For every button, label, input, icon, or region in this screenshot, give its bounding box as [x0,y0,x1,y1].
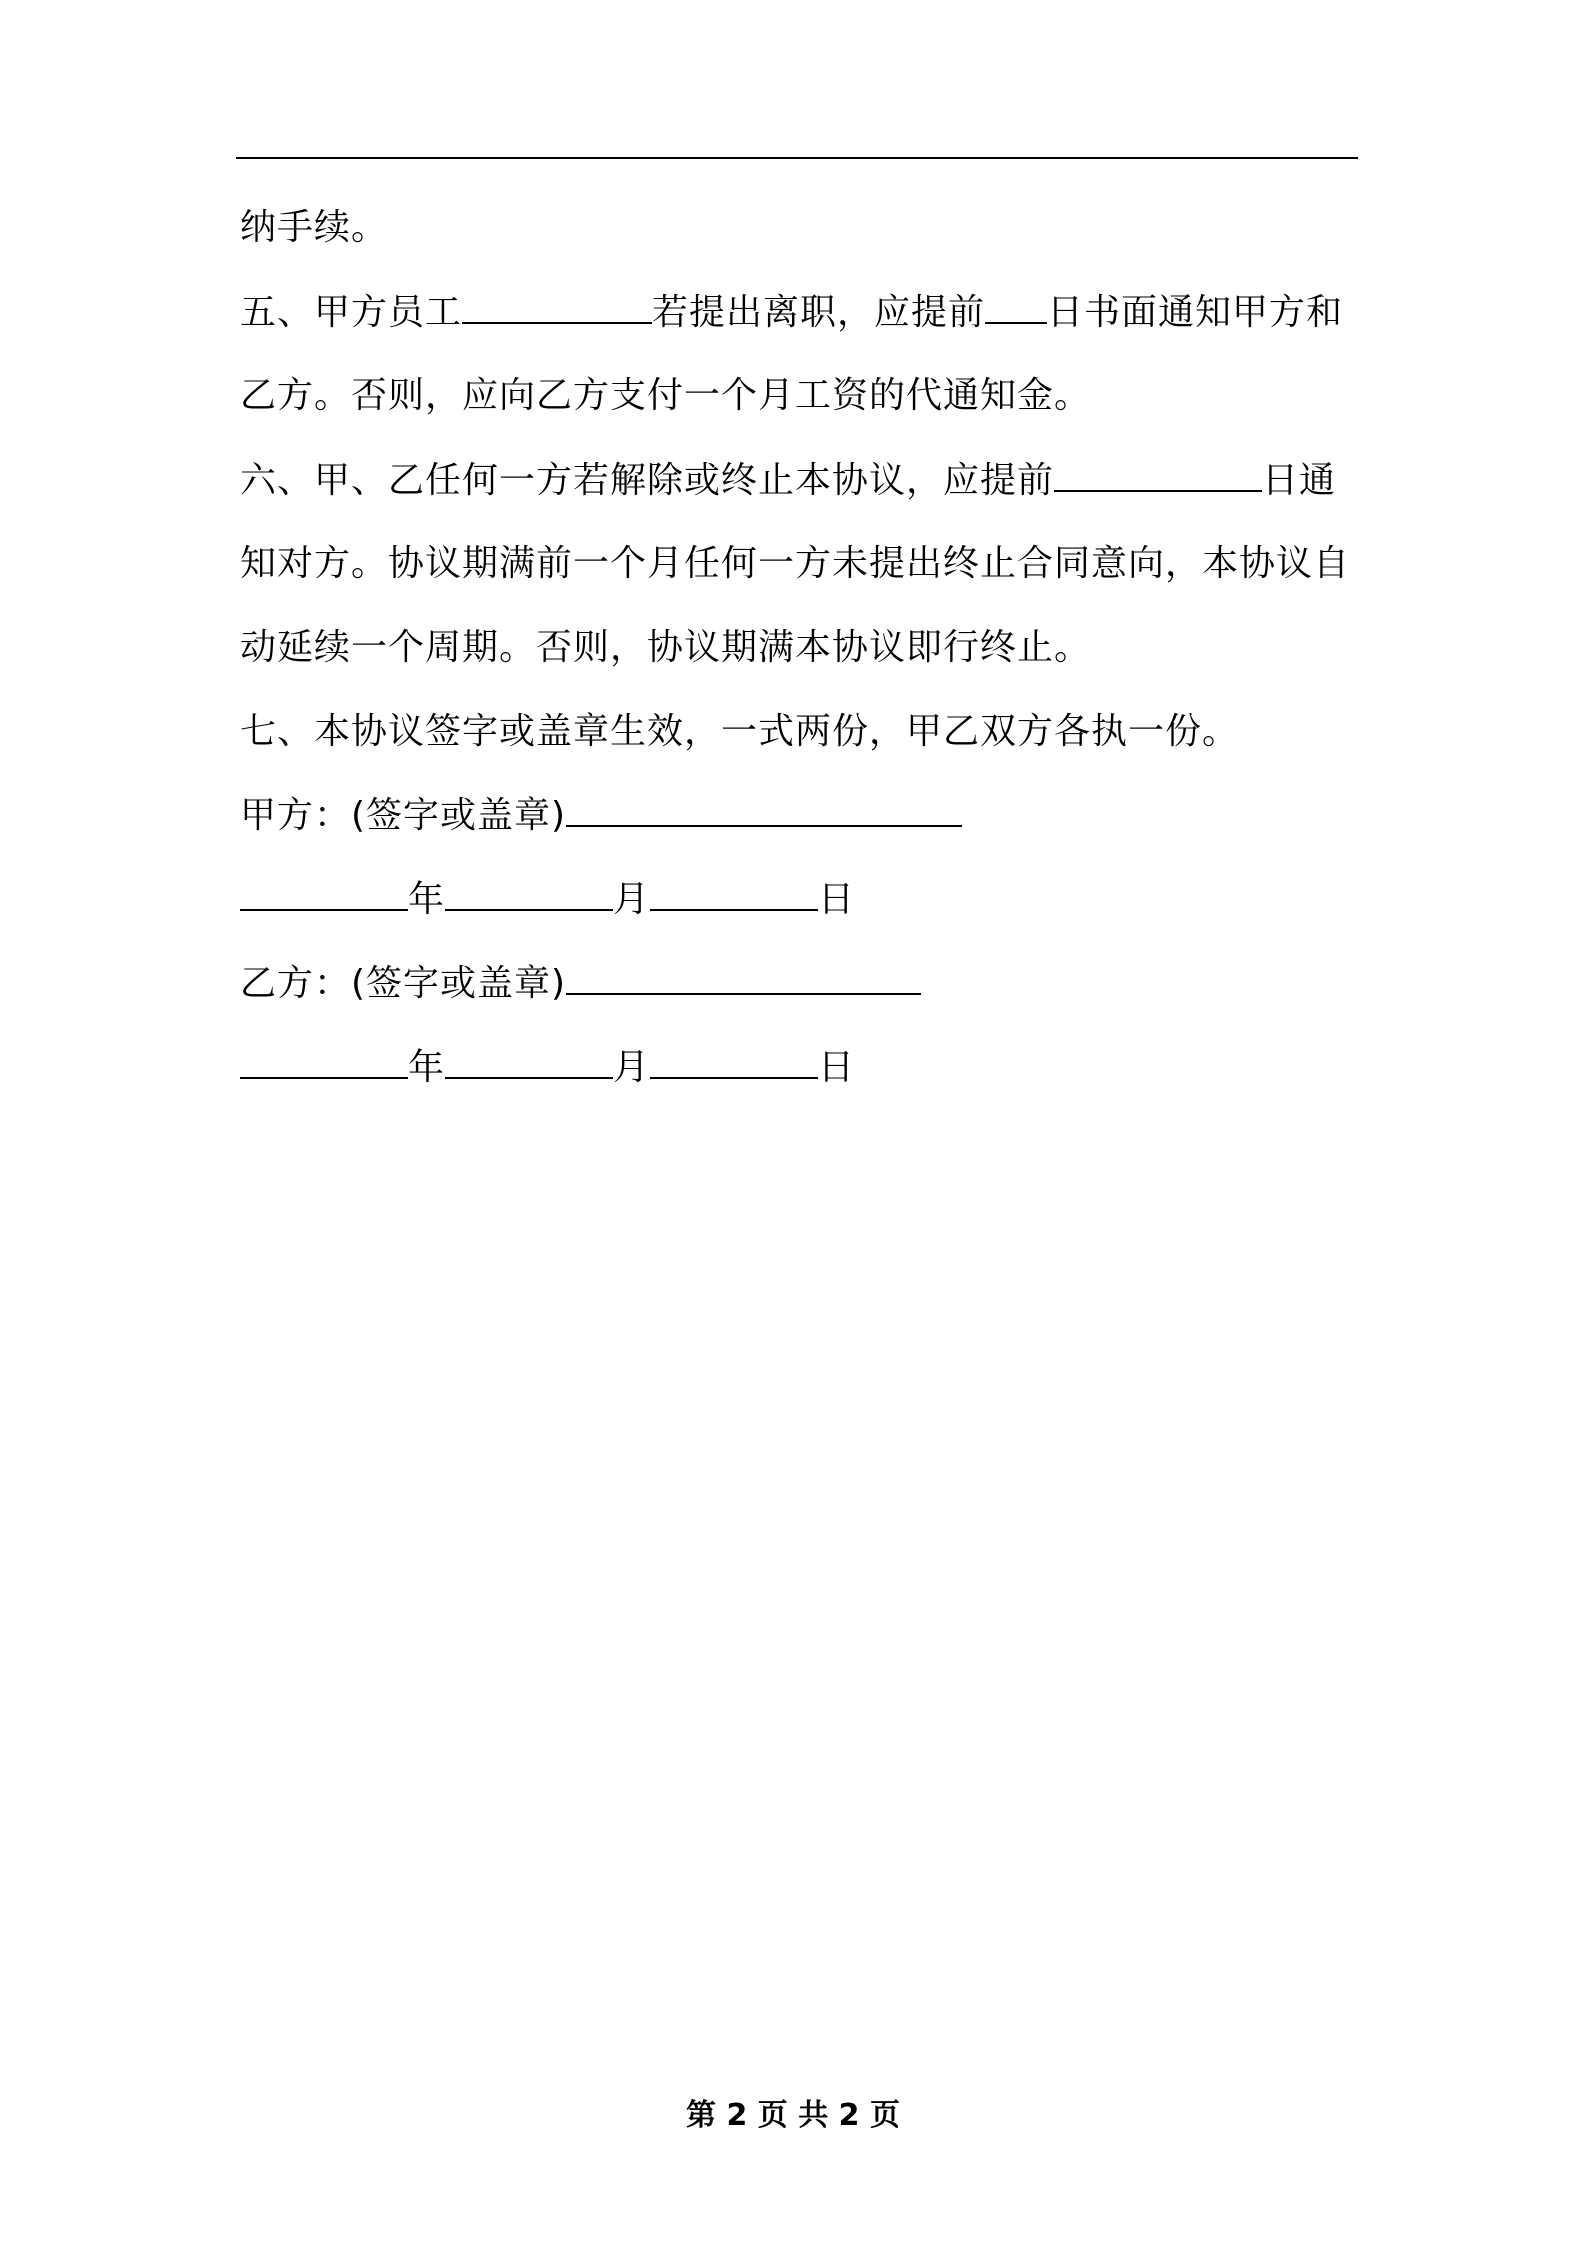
clause-text: 动延续一个周期。否则，协议期满本协议即行终止。 [240,627,1092,668]
month-blank[interactable] [445,1045,613,1079]
party-a-signature-line [240,793,962,838]
day-blank[interactable] [650,877,818,911]
party-b-date-line [240,1045,855,1090]
fill-in-blank[interactable] [1054,458,1262,492]
fill-in-blank[interactable] [462,290,652,324]
clause-text: 七、本协议签字或盖章生效，一式两份，甲乙双方各执一份。 [240,711,1240,752]
month-label: 月 [613,1047,651,1088]
day-blank[interactable] [650,1045,818,1079]
clause-six-line-1 [240,458,1336,503]
clause-text: 知对方。协议期满前一个月任何一方未提出终止合同意向，本协议自 [240,543,1351,584]
party-b-signature-blank[interactable] [566,961,921,995]
party-a-signature-blank[interactable] [566,793,962,827]
clause-text: 乙方。否则，应向乙方支付一个月工资的代通知金。 [240,375,1092,416]
paragraph-line [240,206,388,250]
clause-text: 日通 [1262,460,1337,501]
month-label: 月 [613,879,651,920]
clause-six-line-2 [240,542,1350,586]
party-a-label: 甲方：(签字或盖章) [240,795,567,836]
year-blank[interactable] [240,1045,408,1079]
day-label: 日 [818,879,856,920]
clause-text: 六、甲、乙任何一方若解除或终止本协议，应提前 [240,460,1055,501]
fill-in-blank[interactable] [985,290,1047,324]
month-blank[interactable] [445,877,613,911]
year-blank[interactable] [240,877,408,911]
day-label: 日 [818,1047,856,1088]
party-a-date-line [240,877,855,922]
year-label: 年 [408,1047,446,1088]
clause-five-line-2 [240,374,1091,418]
clause-five-line-1 [240,290,1343,335]
party-b-signature-line [240,961,921,1006]
year-label: 年 [408,879,446,920]
clause-text: 日书面通知甲方和 [1047,292,1344,333]
clause-text: 五、甲方员工 [240,292,463,333]
header-rule [236,157,1358,159]
clause-text: 若提出离职，应提前 [652,292,986,333]
page-number-footer: 第 2 页 共 2 页 [686,2098,900,2133]
clause-seven-line [240,710,1239,754]
line-text: 纳手续。 [240,207,389,248]
party-b-label: 乙方：(签字或盖章) [240,963,567,1004]
clause-six-line-3 [240,626,1091,670]
